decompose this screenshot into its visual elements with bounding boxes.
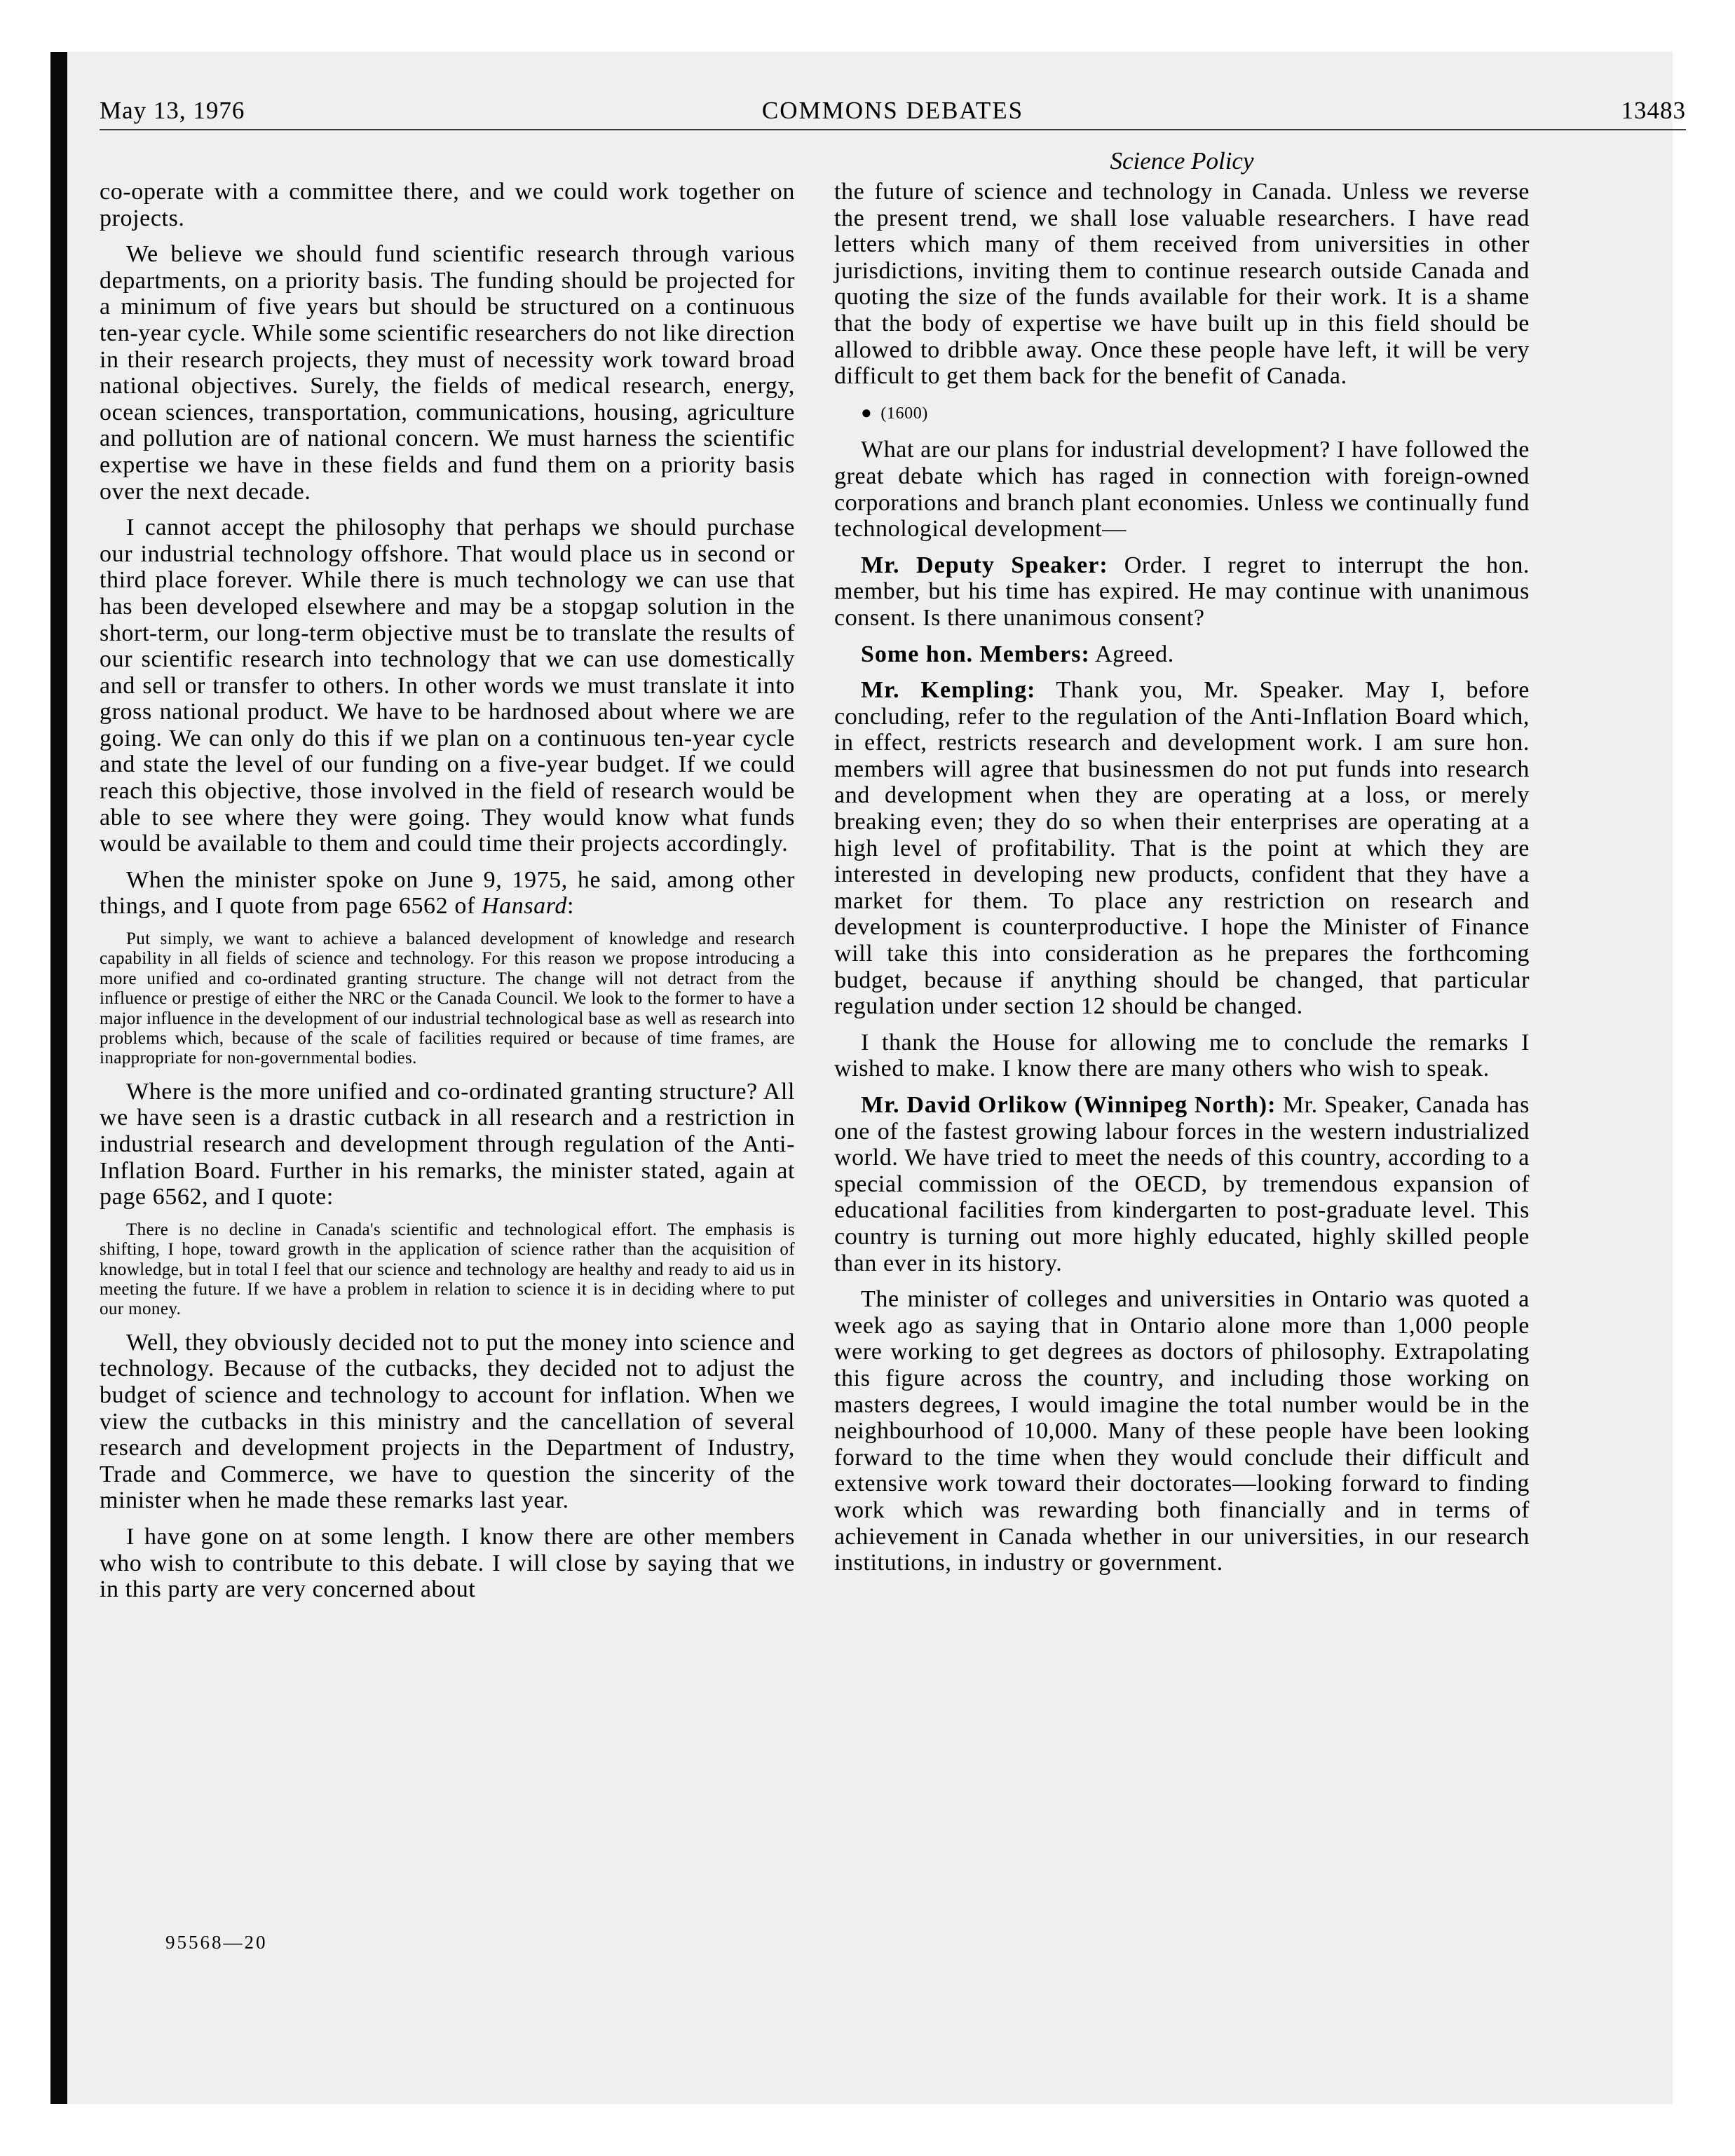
- paragraph: co-operate with a committee there, and we could work together on projects.: [100, 179, 795, 231]
- speech: [834, 677, 1530, 1020]
- speaker-name: Mr. Kempling:: [861, 677, 1036, 704]
- section-label: Science Policy: [1110, 147, 1254, 175]
- paragraph: The minister of colleges and universities in Ontario was quoted a week ago as saying that in Ontario alone more than 1,000 people were working to get degrees as doctors of philosophy. Extrapolating this figure across the country, and including those working on masters degrees, I would imagine the total number would be in the neighbourhood of 10,000. Many of these people have been looking forward to the time when they would conclude their difficult and extensive work toward their doctorates—looking forward to finding work which was rewarding both financially and in terms of achievement in Canada whether in our universities, in our research institutions, in industry or government.: [834, 1286, 1530, 1576]
- paragraph-punct: :: [566, 893, 574, 920]
- paragraph-text: When the minister spoke on June 9, 1975, he said, among other things, and I quote from page 6562 of: [100, 866, 795, 920]
- paragraph: Well, they obviously decided not to put the money into science and technology. Because of the cutbacks, they decided not to adjust the budget of science and technology to account for inflation. When we view the cutbacks in this ministry and the cancellation of several research and development projects in the Department of Industry, Trade and Commerce, we have to question the sincerity of the minister when he made these remarks last year.: [100, 1329, 795, 1514]
- scan-edge-bar: [50, 52, 67, 2104]
- paragraph: We believe we should fund scientific research through various departments, on a priority basis. The funding should be projected for a minimum of five years but should be structured on a continuous ten-year cycle. While some scientific researchers do not like direction in their research projects, they must of necessity work toward broad national objectives. Surely, the fields of medical research, energy, ocean sciences, transportation, communications, housing, agriculture and pollution are of national concern. We must harness the scientific expertise we have in these fields and fund them on a priority basis over the next decade.: [100, 241, 795, 505]
- speaker-name: Some hon. Members:: [861, 641, 1090, 667]
- bullet-icon: ●: [861, 402, 873, 423]
- page-header: [100, 91, 1686, 130]
- speech: [834, 641, 1530, 668]
- speech: [834, 552, 1530, 632]
- speech: [834, 1092, 1530, 1276]
- hansard-reference: Hansard: [481, 893, 567, 920]
- time-marker-text: (1600): [880, 404, 928, 423]
- paragraph: I have gone on at some length. I know there are other members who wish to contribute to this debate. I will close by saying that we in this party are very concerned about: [100, 1524, 795, 1603]
- paragraph: I thank the House for allowing me to conclude the remarks I wished to make. I know there are many others who wish to speak.: [834, 1029, 1530, 1082]
- speech-text: Thank you, Mr. Speaker. May I, before concluding, refer to the regulation of the Anti-Inflation Board which, in effect, restricts research and development work. I am sure hon. members will agree that businessmen do not put funds into research and development when they are operating at a loss, or merely breaking even; they do so when their enterprises are operating at a high level of profitability. That is the point at which they are interested in developing new products, confident that they have a market for them. To place any restriction on research and development is counterproductive. I hope the Minister of Finance will take this into consideration as he prepares the forthcoming budget, because if anything should be changed, that particular regulation under section 12 should be changed.: [834, 677, 1530, 1020]
- speaker-name: Mr. Deputy Speaker:: [861, 552, 1108, 578]
- paragraph: [100, 867, 795, 920]
- header-page-number: 13483: [1621, 97, 1686, 124]
- header-title: COMMONS DEBATES: [761, 97, 1024, 124]
- right-column: [834, 179, 1530, 1586]
- paragraph: the future of science and technology in Canada. Unless we reverse the present trend, we shall lose valuable researchers. I have read letters which many of them received from universities in other jurisdictions, inviting them to continue research outside Canada and quoting the size of the funds available for their work. It is a shame that the body of expertise we have built up in this field should be allowed to dribble away. Once these people have left, it will be very difficult to get them back for the benefit of Canada.: [834, 179, 1530, 390]
- footer-code: 95568—20: [165, 1932, 268, 1953]
- speaker-name: Mr. David Orlikow (Winnipeg North):: [861, 1092, 1277, 1118]
- speech-text: Mr. Speaker, Canada has one of the fastest growing labour forces in the western industrialized world. We have tried to meet the needs of this country, according to a special commission of the OECD, by tremendous expansion of educational facilities from kindergarten to post-graduate level. This country is turning out more highly educated, highly skilled people than ever in its history.: [834, 1092, 1530, 1276]
- time-marker: [834, 400, 1530, 428]
- paragraph: I cannot accept the philosophy that perhaps we should purchase our industrial technology offshore. That would place us in second or third place forever. While there is much technology we can use that has been developed elsewhere and may be a stopgap solution in the short-term, our long-term objective must be to translate the results of our scientific research into technology that we can use domestically and sell or transfer to others. In other words we must translate it into gross national product. We have to be hardnosed about where we are going. We can only do this if we plan on a continuous ten-year cycle and state the level of our funding on a five-year budget. If we could reach this objective, those involved in the field of research would be able to see where they were going. They would know what funds would be available to them and could time their projects accordingly.: [100, 514, 795, 857]
- speech-text: Order. I regret to interrupt the hon. member, but his time has expired. He may continue with unanimous consent. Is there unanimous consent?: [834, 552, 1530, 631]
- speech-text: Agreed.: [1095, 641, 1174, 667]
- header-date: May 13, 1976: [100, 97, 245, 124]
- block-quote: Put simply, we want to achieve a balanced development of knowledge and research capability in all fields of science and technology. For this reason we propose introducing a more unified and co-ordinated granting structure. The change will not detract from the influence or prestige of either the NRC or the Canada Council. We look to the former to have a major influence in the development of our industrial technological base as well as research into problems which, because of the scale of facilities required or because of time frames, are inappropriate for non-governmental bodies.: [100, 929, 795, 1068]
- paragraph: Where is the more unified and co-ordinated granting structure? All we have seen is a drastic cutback in all research and a restriction in industrial research and development through regulation of the Anti-Inflation Board. Further in his remarks, the minister stated, again at page 6562, and I quote:: [100, 1078, 795, 1210]
- paragraph: What are our plans for industrial development? I have followed the great debate which has raged in connection with foreign-owned corporations and branch plant economies. Unless we continually fund technological development—: [834, 437, 1530, 543]
- left-column: [100, 179, 795, 1613]
- block-quote: There is no decline in Canada's scientific and technological effort. The emphasis is shifting, I hope, toward growth in the application of science rather than the acquisition of knowledge, but in total I feel that our science and technology are healthy and ready to aid us in meeting the future. If we have a problem in relation to science it is in deciding where to put our money.: [100, 1220, 795, 1319]
